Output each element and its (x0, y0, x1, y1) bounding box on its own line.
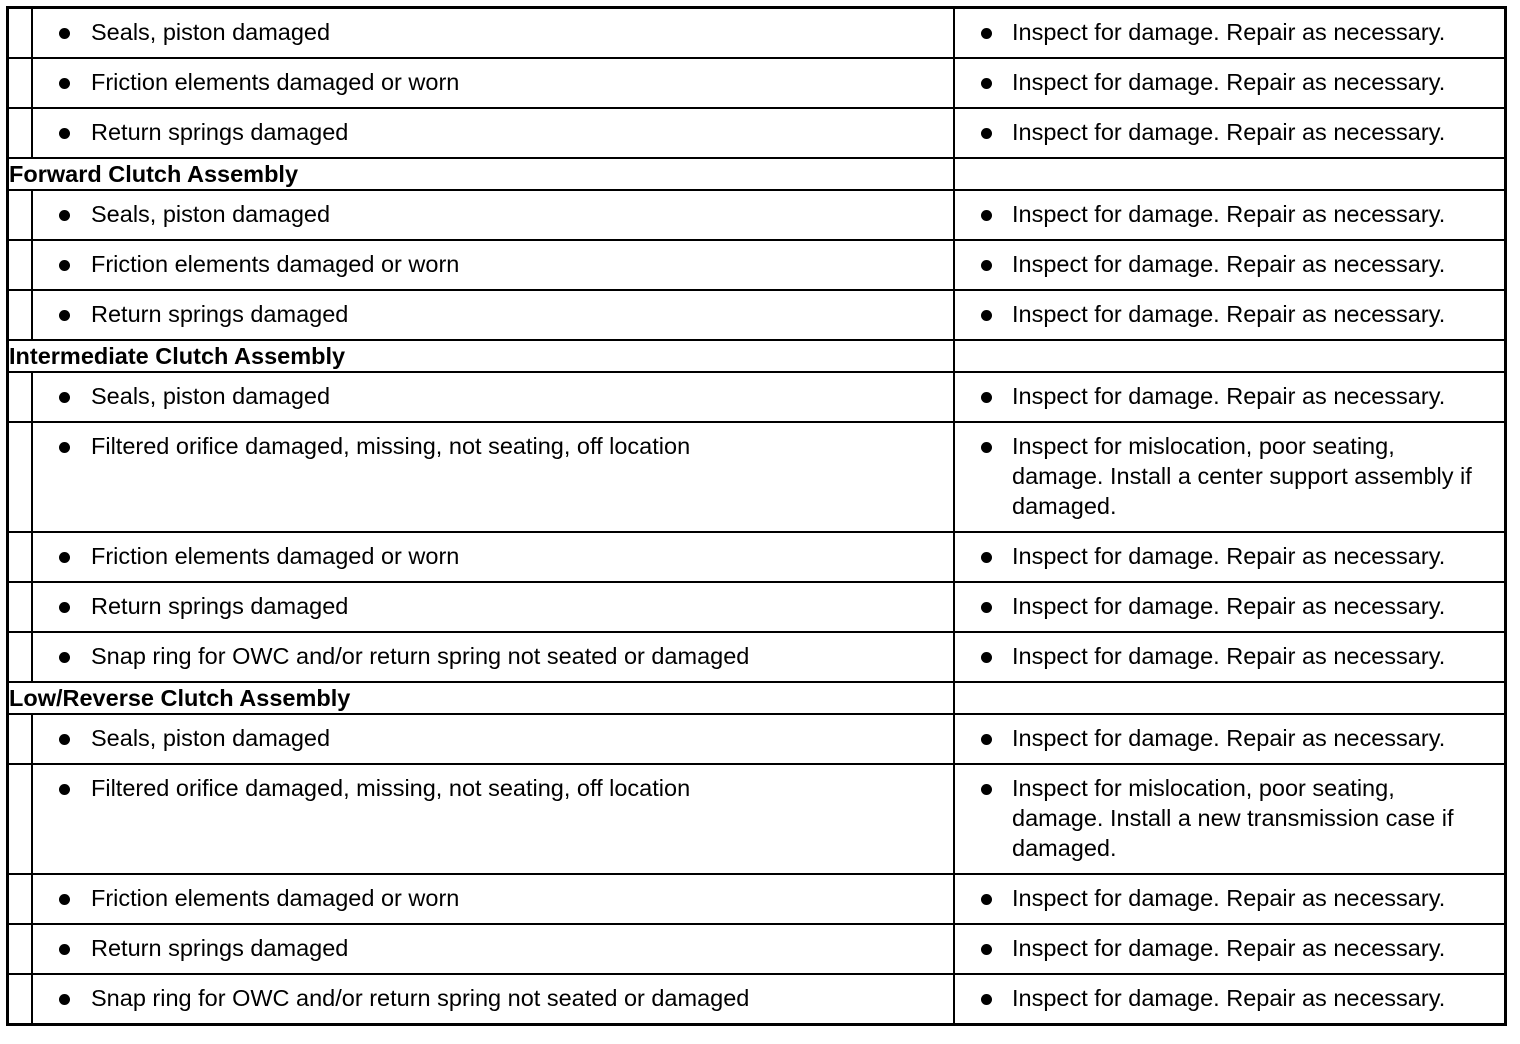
cause-cell (32, 974, 954, 1025)
action-text: Inspect for damage. Repair as necessary. (1012, 543, 1446, 569)
action-text: Inspect for damage. Repair as necessary. (1012, 251, 1446, 277)
cause-cell (32, 372, 954, 422)
action-text: Inspect for damage. Repair as necessary. (1012, 643, 1446, 669)
bullet-icon (981, 78, 992, 89)
cause-text: Return springs damaged (91, 301, 349, 327)
table-row (8, 582, 1506, 632)
action-text: Inspect for damage. Repair as necessary. (1012, 383, 1446, 409)
action-cell (954, 632, 1506, 682)
action-cell (954, 8, 1506, 59)
cause-text: Friction elements damaged or worn (91, 69, 460, 95)
table-row (8, 372, 1506, 422)
indent-cell (8, 924, 33, 974)
bullet-icon (981, 28, 992, 39)
action-item (955, 975, 1504, 1023)
indent-cell (8, 58, 33, 108)
cause-cell (32, 108, 954, 158)
action-cell (954, 240, 1506, 290)
table-row (8, 58, 1506, 108)
action-item (955, 925, 1504, 973)
cause-cell (32, 632, 954, 682)
bullet-icon (981, 392, 992, 403)
indent-cell (8, 372, 33, 422)
action-cell (954, 290, 1506, 340)
table-row (8, 764, 1506, 874)
bullet-icon (981, 734, 992, 745)
table-row (8, 240, 1506, 290)
diagnosis-table-body (8, 8, 1506, 1025)
table-row (8, 290, 1506, 340)
table-row (8, 422, 1506, 532)
cause-item (33, 241, 953, 289)
action-item (955, 715, 1504, 763)
section-action-cell-empty (954, 158, 1506, 190)
bullet-icon (981, 442, 992, 453)
action-item (955, 109, 1504, 157)
bullet-icon (981, 552, 992, 563)
action-text: Inspect for damage. Repair as necessary. (1012, 593, 1446, 619)
cause-item (33, 291, 953, 339)
cause-cell (32, 8, 954, 59)
cause-cell (32, 714, 954, 764)
bullet-icon (59, 602, 70, 613)
action-cell (954, 532, 1506, 582)
bullet-icon (59, 734, 70, 745)
cause-text: Friction elements damaged or worn (91, 251, 460, 277)
action-text: Inspect for mislocation, poor seating, damage. Install a new transmission case if damaged. (1012, 775, 1454, 861)
bullet-icon (59, 652, 70, 663)
action-cell (954, 764, 1506, 874)
action-text: Inspect for mislocation, poor seating, damage. Install a center support assembly if damaged. (1012, 433, 1472, 519)
bullet-icon (981, 944, 992, 955)
action-item (955, 291, 1504, 339)
bullet-icon (981, 602, 992, 613)
action-item (955, 765, 1504, 873)
table-row (8, 632, 1506, 682)
indent-cell (8, 532, 33, 582)
cause-text: Seals, piston damaged (91, 383, 331, 409)
action-text: Inspect for damage. Repair as necessary. (1012, 201, 1446, 227)
indent-cell (8, 422, 33, 532)
table-row (8, 974, 1506, 1025)
indent-cell (8, 974, 33, 1025)
cause-item (33, 109, 953, 157)
bullet-icon (59, 894, 70, 905)
cause-text: Filtered orifice damaged, missing, not seating, off location (91, 433, 691, 459)
action-text: Inspect for damage. Repair as necessary. (1012, 69, 1446, 95)
cause-text: Return springs damaged (91, 119, 349, 145)
action-item (955, 533, 1504, 581)
cause-cell (32, 422, 954, 532)
cause-cell (32, 874, 954, 924)
cause-item (33, 633, 953, 681)
action-text: Inspect for damage. Repair as necessary. (1012, 119, 1446, 145)
indent-cell (8, 240, 33, 290)
indent-cell (8, 764, 33, 874)
cause-item (33, 875, 953, 923)
cause-text: Friction elements damaged or worn (91, 885, 460, 911)
bullet-icon (59, 28, 70, 39)
cause-text: Return springs damaged (91, 935, 349, 961)
table-row (8, 874, 1506, 924)
bullet-icon (59, 78, 70, 89)
bullet-icon (981, 784, 992, 795)
bullet-icon (59, 784, 70, 795)
cause-cell (32, 190, 954, 240)
bullet-icon (59, 392, 70, 403)
action-item (955, 191, 1504, 239)
bullet-icon (59, 552, 70, 563)
bullet-icon (59, 310, 70, 321)
section-title: Forward Clutch Assembly (8, 158, 955, 190)
table-row (8, 108, 1506, 158)
action-text: Inspect for damage. Repair as necessary. (1012, 985, 1446, 1011)
cause-item (33, 583, 953, 631)
cause-text: Snap ring for OWC and/or return spring not seated or damaged (91, 643, 750, 669)
table-row (8, 532, 1506, 582)
cause-cell (32, 924, 954, 974)
cause-item (33, 715, 953, 763)
bullet-icon (59, 944, 70, 955)
cause-text: Seals, piston damaged (91, 725, 331, 751)
indent-cell (8, 108, 33, 158)
action-item (955, 875, 1504, 923)
indent-cell (8, 8, 33, 59)
section-header-row (8, 682, 1506, 714)
table-row (8, 714, 1506, 764)
cause-text: Seals, piston damaged (91, 19, 331, 45)
table-row (8, 8, 1506, 59)
indent-cell (8, 632, 33, 682)
bullet-icon (59, 128, 70, 139)
cause-item (33, 533, 953, 581)
cause-item (33, 975, 953, 1023)
indent-cell (8, 290, 33, 340)
bullet-icon (981, 260, 992, 271)
section-title: Low/Reverse Clutch Assembly (8, 682, 955, 714)
action-item (955, 9, 1504, 57)
action-item (955, 583, 1504, 631)
cause-cell (32, 582, 954, 632)
cause-item (33, 191, 953, 239)
action-cell (954, 190, 1506, 240)
bullet-icon (981, 210, 992, 221)
cause-text: Return springs damaged (91, 593, 349, 619)
action-text: Inspect for damage. Repair as necessary. (1012, 885, 1446, 911)
action-cell (954, 582, 1506, 632)
action-text: Inspect for damage. Repair as necessary. (1012, 725, 1446, 751)
action-cell (954, 422, 1506, 532)
cause-text: Seals, piston damaged (91, 201, 331, 227)
cause-cell (32, 532, 954, 582)
cause-item (33, 925, 953, 973)
bullet-icon (981, 128, 992, 139)
section-action-cell-empty (954, 340, 1506, 372)
cause-item (33, 765, 953, 813)
bullet-icon (981, 994, 992, 1005)
action-text: Inspect for damage. Repair as necessary. (1012, 935, 1446, 961)
section-title: Intermediate Clutch Assembly (8, 340, 955, 372)
cause-item (33, 423, 953, 471)
action-cell (954, 874, 1506, 924)
bullet-icon (981, 652, 992, 663)
cause-cell (32, 58, 954, 108)
cause-cell (32, 240, 954, 290)
section-action-cell-empty (954, 682, 1506, 714)
bullet-icon (59, 210, 70, 221)
action-item (955, 241, 1504, 289)
bullet-icon (59, 994, 70, 1005)
action-item (955, 373, 1504, 421)
table-row (8, 924, 1506, 974)
indent-cell (8, 714, 33, 764)
table-row (8, 190, 1506, 240)
action-cell (954, 974, 1506, 1025)
action-item (955, 423, 1504, 531)
bullet-icon (59, 260, 70, 271)
action-cell (954, 372, 1506, 422)
cause-item (33, 373, 953, 421)
action-item (955, 59, 1504, 107)
cause-text: Friction elements damaged or worn (91, 543, 460, 569)
action-cell (954, 58, 1506, 108)
indent-cell (8, 582, 33, 632)
bullet-icon (59, 442, 70, 453)
indent-cell (8, 190, 33, 240)
indent-cell (8, 874, 33, 924)
action-cell (954, 924, 1506, 974)
cause-text: Filtered orifice damaged, missing, not seating, off location (91, 775, 691, 801)
cause-cell (32, 290, 954, 340)
cause-item (33, 59, 953, 107)
cause-cell (32, 764, 954, 874)
bullet-icon (981, 894, 992, 905)
diagnosis-table (6, 6, 1507, 1026)
action-text: Inspect for damage. Repair as necessary. (1012, 19, 1446, 45)
action-cell (954, 714, 1506, 764)
section-header-row (8, 158, 1506, 190)
cause-item (33, 9, 953, 57)
cause-text: Snap ring for OWC and/or return spring not seated or damaged (91, 985, 750, 1011)
bullet-icon (981, 310, 992, 321)
action-item (955, 633, 1504, 681)
action-text: Inspect for damage. Repair as necessary. (1012, 301, 1446, 327)
action-cell (954, 108, 1506, 158)
section-header-row (8, 340, 1506, 372)
